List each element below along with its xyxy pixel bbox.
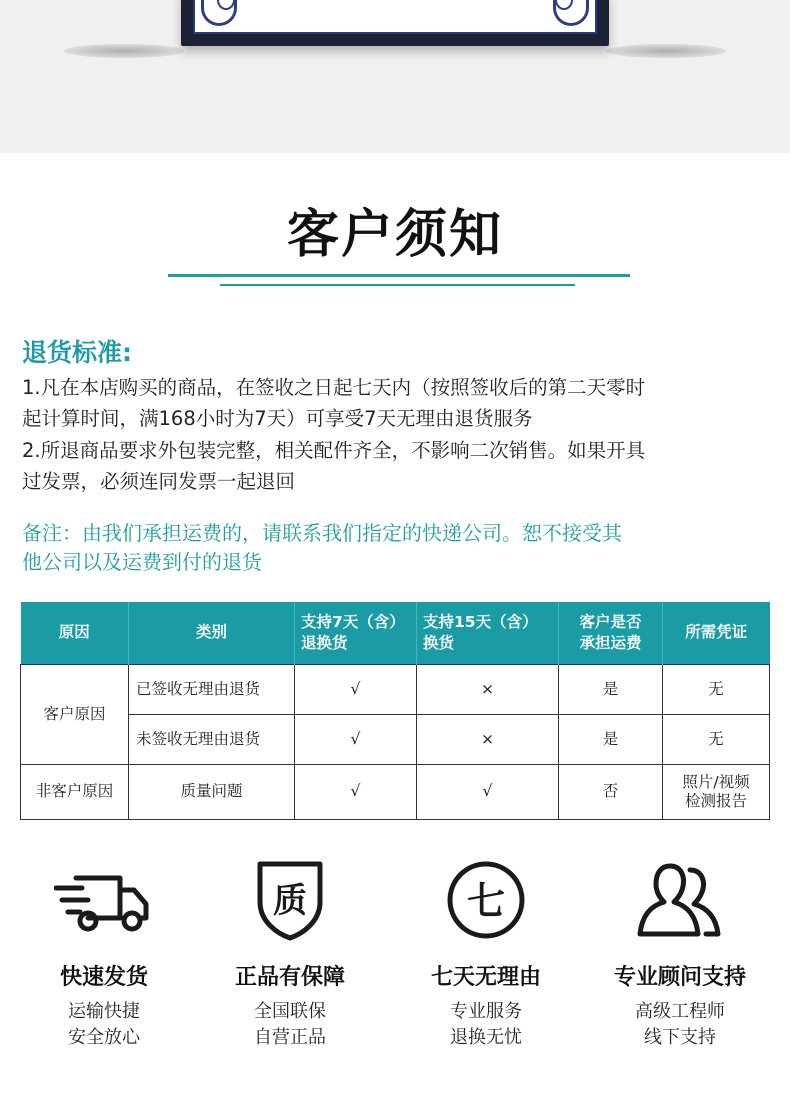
- table-row: [21, 764, 770, 819]
- cell-7-days: √: [295, 664, 417, 714]
- table-row: [21, 714, 770, 764]
- cell-shipping: 否: [559, 764, 663, 819]
- quality-badge-icon: [240, 858, 340, 942]
- feature-title: 七天无理由: [430, 965, 541, 990]
- table-header-row: [21, 602, 770, 664]
- certificate-banner: [0, 0, 790, 153]
- header-support-15-days: 支持15天（含） 换货: [417, 602, 559, 664]
- table-row: [21, 664, 770, 714]
- header-reason: 原因: [21, 602, 129, 664]
- svg-text:七: 七: [466, 879, 506, 923]
- section-heading: 退货标准:: [22, 338, 132, 367]
- return-policy-table: [20, 602, 770, 820]
- feature-genuine-guarantee: [200, 858, 380, 1051]
- feature-desc: 全国联保 自营正品: [254, 1001, 326, 1048]
- feature-title: 快速发货: [59, 965, 148, 990]
- feature-desc: 运输快捷 安全放心: [68, 1001, 140, 1048]
- svg-text:质: 质: [273, 881, 307, 921]
- page-title: 客户须知: [286, 205, 503, 265]
- header-proof: 所需凭证: [663, 602, 770, 664]
- feature-title: 正品有保障: [234, 965, 345, 990]
- feature-title: 专业顾问支持: [613, 965, 746, 990]
- users-icon: [630, 858, 730, 942]
- title-divider: [168, 274, 630, 277]
- return-rule-1: 1.凡在本店购买的商品，在签收之日起七天内（按照签收后的第二天零时 起计算时间，满168小时为7天）可享受7天无理由退货服务: [22, 376, 646, 430]
- feature-fast-delivery: [14, 858, 194, 1051]
- cell-shipping: 是: [559, 714, 663, 764]
- certificate-frame: [181, 0, 609, 46]
- feature-seven-day-return: [396, 858, 576, 1051]
- feature-desc: 高级工程师 线下支持: [635, 1001, 725, 1048]
- header-category: 类别: [129, 602, 295, 664]
- seven-circle-icon: [436, 858, 536, 942]
- cell-proof: 照片/视频 检测报告: [663, 764, 770, 819]
- cell-proof: 无: [663, 664, 770, 714]
- delivery-truck-icon: [54, 858, 154, 942]
- cell-shipping: 是: [559, 664, 663, 714]
- cell-category: 质量问题: [129, 764, 295, 819]
- return-rule-2: 2.所退商品要求外包装完整，相关配件齐全，不影响二次销售。如果开具 过发票，必须连同发票一起退回: [22, 439, 646, 493]
- header-support-7-days: 支持7天（含） 退换货: [295, 602, 417, 664]
- cell-proof: 无: [663, 714, 770, 764]
- cell-category: 已签收无理由退货: [129, 664, 295, 714]
- header-shipping-cost: 客户是否 承担运费: [559, 602, 663, 664]
- cell-15-days: ×: [417, 664, 559, 714]
- cell-7-days: √: [295, 714, 417, 764]
- shipping-note: 备注：由我们承担运费的，请联系我们指定的快递公司。恕不接受其 他公司以及运费到付的退货: [22, 521, 622, 574]
- feature-desc: 专业服务 退换无忧: [450, 1001, 522, 1048]
- cell-7-days: √: [295, 764, 417, 819]
- cell-15-days: ×: [417, 714, 559, 764]
- cell-reason: 非客户原因: [21, 764, 129, 819]
- cell-reason: 客户原因: [21, 664, 129, 764]
- title-divider: [220, 284, 575, 286]
- cell-category: 未签收无理由退货: [129, 714, 295, 764]
- cell-15-days: √: [417, 764, 559, 819]
- feature-expert-support: [590, 858, 770, 1051]
